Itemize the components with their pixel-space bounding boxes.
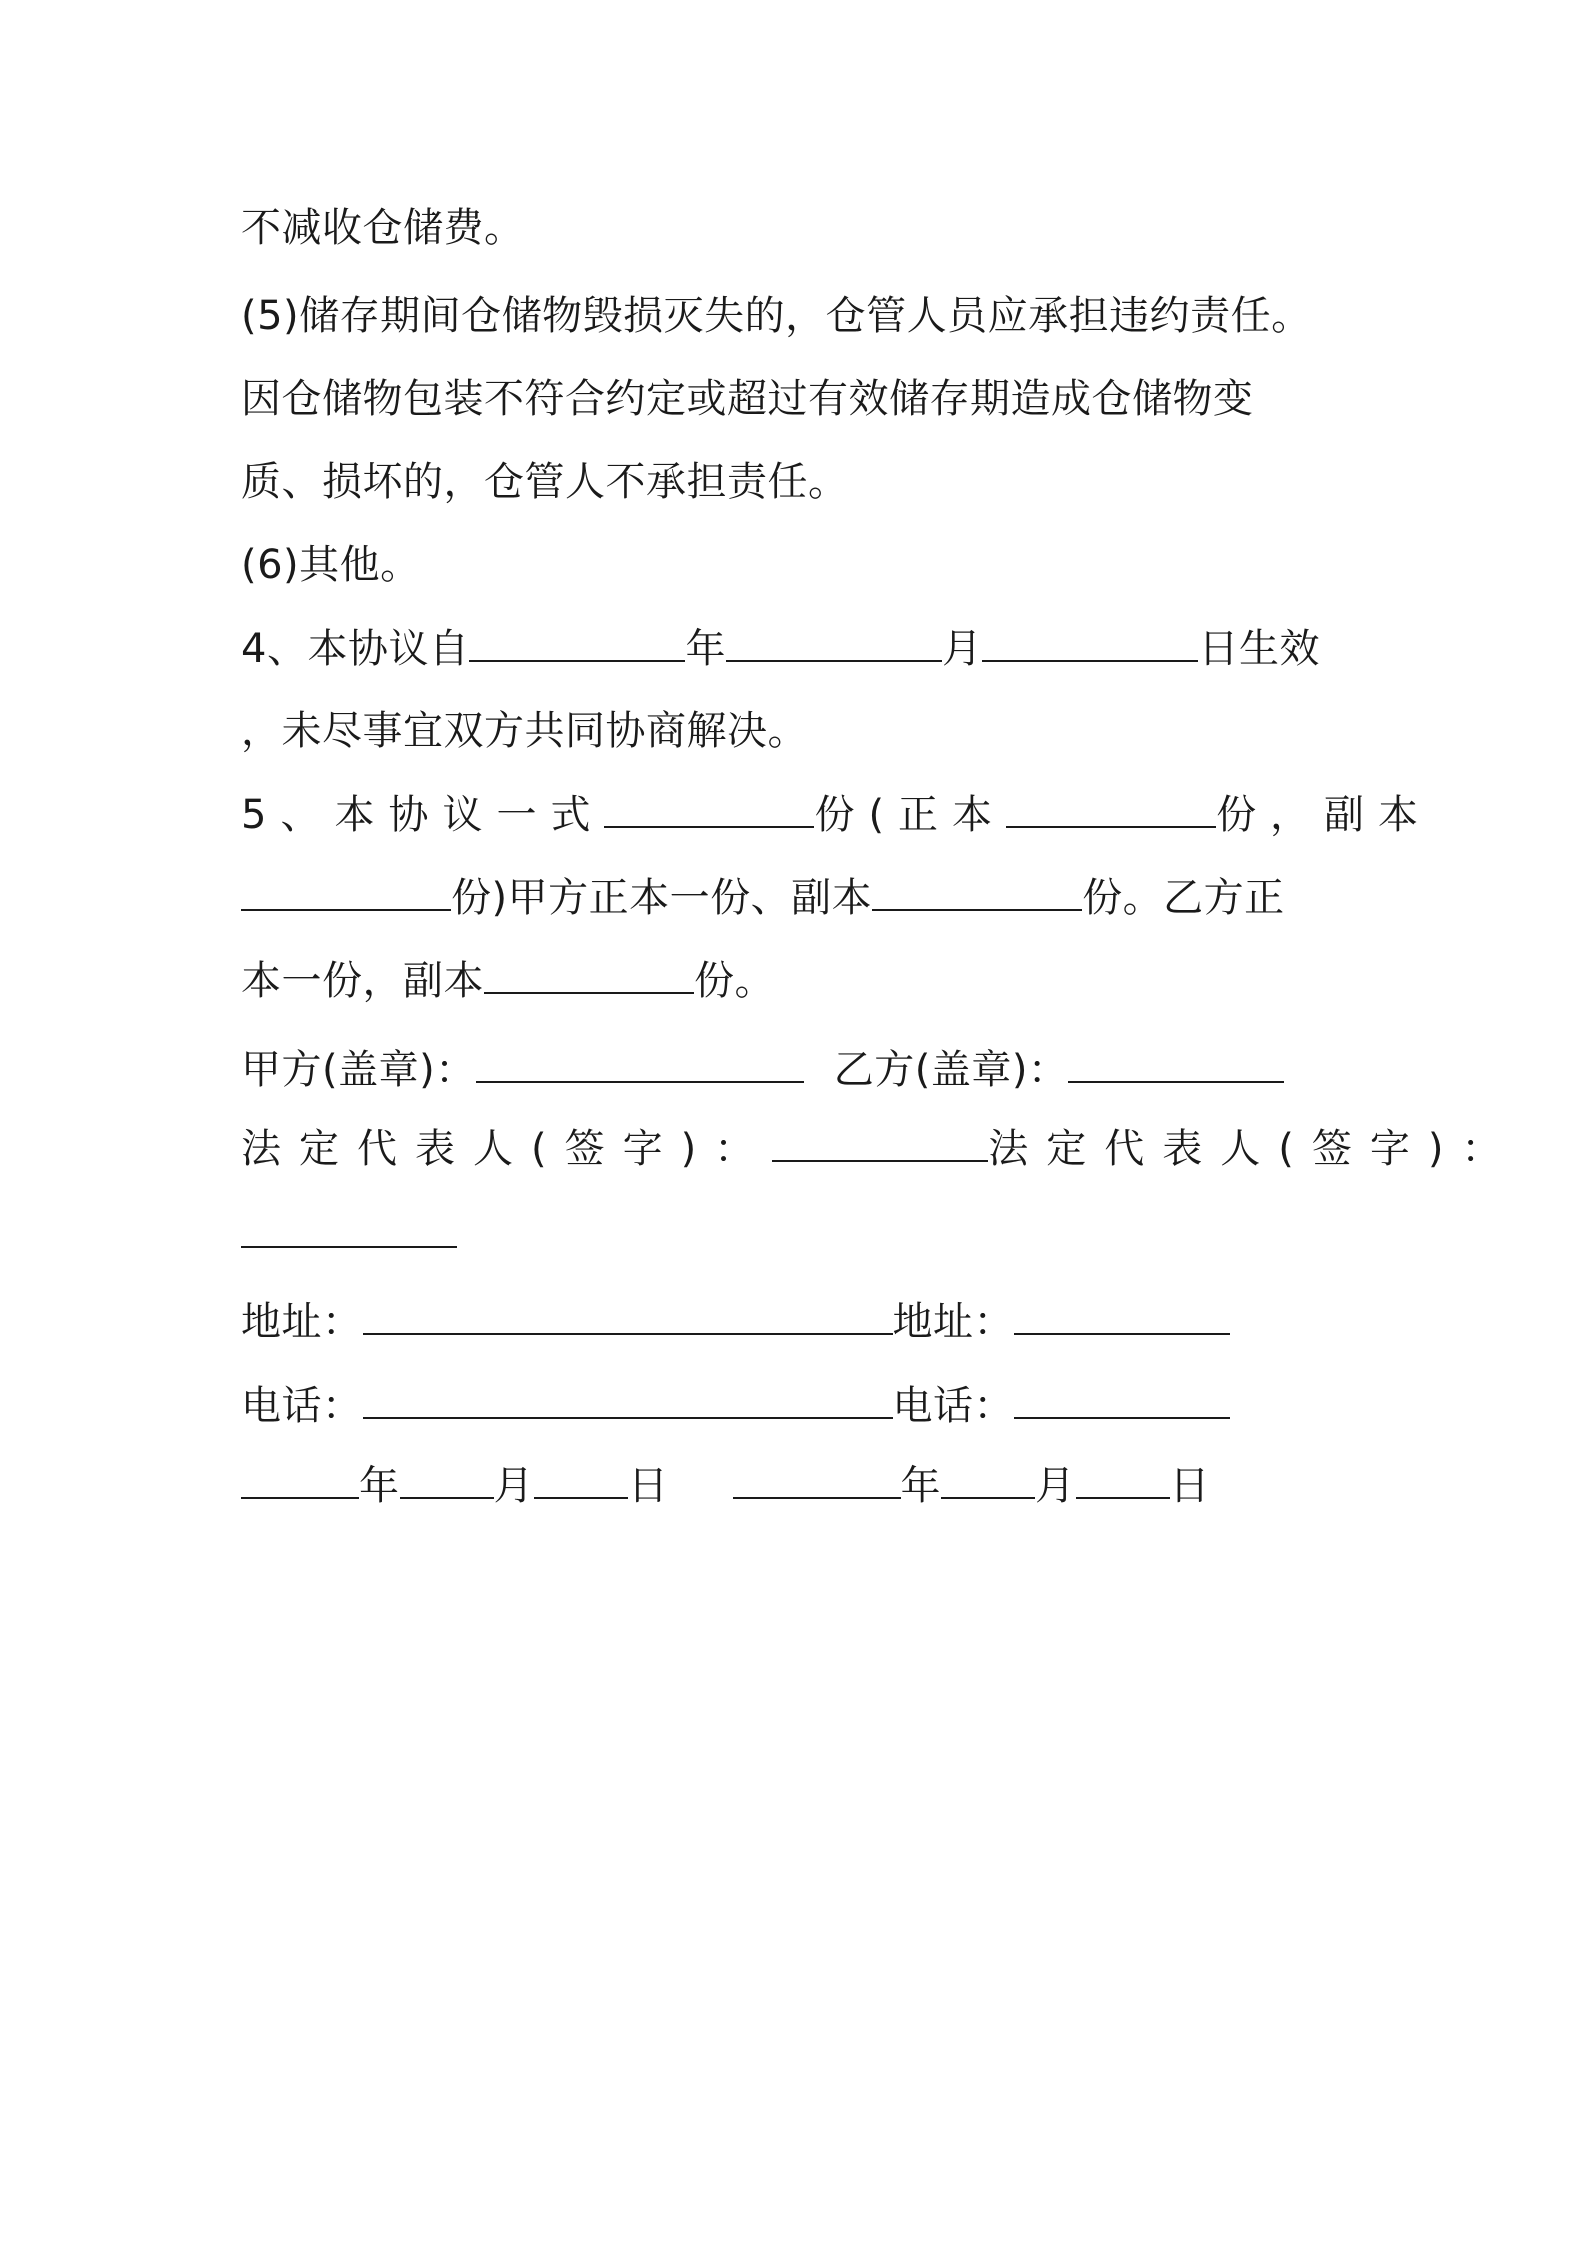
representative-line	[241, 1124, 1520, 1172]
clause-5-text: (5)储存期间仓储物毁损灭失的，仓管人员应承担违约责任。	[241, 293, 1312, 339]
party-b-address-blank[interactable]	[1014, 1297, 1230, 1335]
party-b-year-blank[interactable]	[733, 1461, 901, 1499]
party-a-month-label: 月	[493, 1463, 534, 1509]
party-a-seal-label: 甲方(盖章)：	[241, 1047, 476, 1093]
party-b-duplicate-label: 本一份，副本	[241, 958, 484, 1004]
address-line	[241, 1297, 1361, 1345]
party-a-phone-blank[interactable]	[363, 1381, 893, 1419]
text-line	[241, 375, 1361, 423]
phone-line	[241, 1381, 1361, 1429]
year-blank[interactable]	[469, 624, 685, 662]
party-b-duplicate-blank[interactable]	[484, 956, 694, 994]
text-line	[241, 292, 1361, 340]
text-line	[241, 204, 1361, 252]
paragraph-text: ，未尽事宜双方共同协商解决。	[241, 708, 808, 754]
party-b-rep-label: 法定代表人(签字)：	[988, 1126, 1520, 1172]
party-b-day-blank[interactable]	[1076, 1461, 1170, 1499]
party-a-month-blank[interactable]	[400, 1461, 494, 1499]
party-b-year-label: 年	[900, 1463, 941, 1509]
party-b-phone-blank[interactable]	[1014, 1381, 1230, 1419]
text-line	[241, 707, 1361, 755]
text-line	[241, 541, 1361, 589]
party-b-rep-blank[interactable]	[241, 1210, 457, 1248]
paragraph-text: 质、损坏的，仓管人不承担责任。	[241, 459, 849, 505]
party-a-rep-blank[interactable]	[772, 1124, 988, 1162]
original-count-blank[interactable]	[1006, 790, 1216, 828]
party-b-copies-label: 份。乙方正	[1082, 875, 1285, 921]
text-line	[241, 458, 1361, 506]
party-b-month-label: 月	[1035, 1463, 1076, 1509]
seal-line	[241, 1045, 1361, 1093]
clause-6-text: (6)其他。	[241, 542, 421, 588]
paragraph-text: 因仓储物包装不符合约定或超过有效储存期造成仓储物变	[241, 376, 1254, 422]
month-blank[interactable]	[726, 624, 942, 662]
party-a-seal-blank[interactable]	[476, 1045, 804, 1083]
sign-date-line	[241, 1461, 1361, 1509]
party-a-rep-label: 法定代表人(签字)：	[241, 1126, 773, 1172]
total-copies-blank[interactable]	[604, 790, 814, 828]
representative-line-2	[241, 1210, 1361, 1258]
effective-date-line	[241, 624, 1361, 672]
party-a-day-blank[interactable]	[534, 1461, 628, 1499]
clause-5-copies-label: 5、本协议一式	[241, 792, 605, 838]
month-label: 月	[941, 626, 983, 672]
original-copies-label: 份(正本	[814, 792, 1007, 838]
day-effective-label: 日生效	[1198, 626, 1320, 672]
party-b-seal-blank[interactable]	[1068, 1045, 1284, 1083]
party-a-year-blank[interactable]	[241, 1461, 359, 1499]
party-b-address-label: 地址：	[892, 1299, 1014, 1345]
party-b-month-blank[interactable]	[941, 1461, 1035, 1499]
copies-line-3	[241, 956, 1361, 1004]
party-b-day-label: 日	[1169, 1463, 1210, 1509]
clause-4-label: 4、本协议自	[241, 626, 470, 672]
party-a-copies-label: 份)甲方正本一份、副本	[451, 875, 873, 921]
party-a-address-label: 地址：	[241, 1299, 363, 1345]
copies-line	[241, 790, 1433, 838]
day-blank[interactable]	[982, 624, 1198, 662]
year-label: 年	[685, 626, 726, 672]
duplicate-label: 份，副本	[1216, 792, 1433, 838]
party-a-duplicate-blank[interactable]	[872, 873, 1082, 911]
paragraph-text: 不减收仓储费。	[241, 205, 525, 251]
party-a-phone-label: 电话：	[241, 1383, 363, 1429]
party-a-year-label: 年	[359, 1463, 400, 1509]
party-a-day-label: 日	[628, 1463, 669, 1509]
party-b-phone-label: 电话：	[892, 1383, 1014, 1429]
copies-end-label: 份。	[694, 958, 775, 1004]
duplicate-count-blank[interactable]	[241, 873, 451, 911]
copies-line-2	[241, 873, 1361, 921]
party-a-address-blank[interactable]	[363, 1297, 893, 1335]
party-b-seal-label: 乙方(盖章)：	[833, 1047, 1069, 1093]
